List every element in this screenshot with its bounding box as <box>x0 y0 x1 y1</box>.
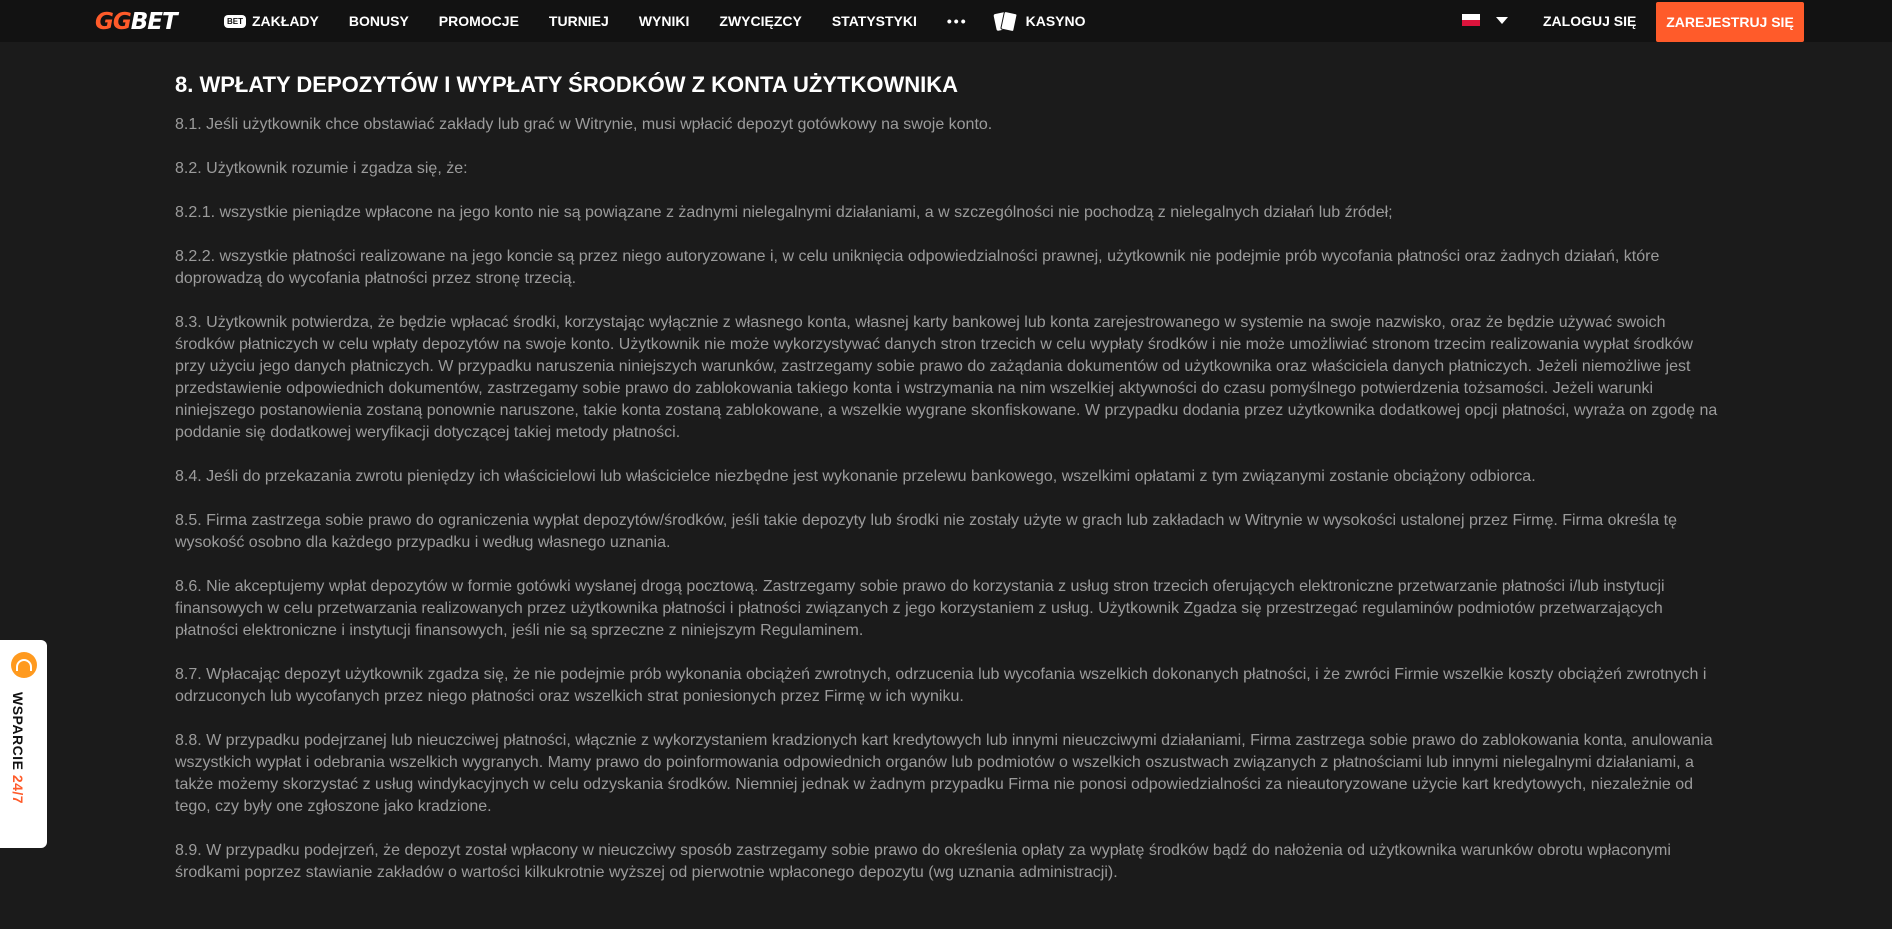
nav-item-statystyki[interactable] <box>832 13 917 29</box>
nav-item-label: BONUSY <box>348 13 409 29</box>
nav-item-label: ZAKŁADY <box>252 13 319 29</box>
poland-flag-icon <box>1462 14 1480 26</box>
paragraph-8-3: 8.3. Użytkownik potwierdza, że będzie wpłacać środki, korzystając wyłącznie z własnego konta, własnej karty bankowej lub konta zarejestrowanego w systemie na swoje nazwisko, oraz że będzie używać swoich środków płatniczych w celu wpłaty depozytów na swoje konto. Użytkownik nie może wykorzystywać danych stron trzecich w celu wypłaty środków i nie może umożliwiać stronom trzecim realizowania wypłat środków przy użyciu jego danych płatniczych. W przypadku naruszenia niniejszych warunków, zastrzegamy sobie prawo do zażądania dokumentów od użytkownika oraz właściciela danych płatniczych. Jeżeli niemożliwe jest przedstawienie odpowiednich dokumentów, zastrzegamy sobie prawo do zablokowania takiego konta i wstrzymania na nim wszelkiej aktywności do czasu pomyślnego potwierdzenia tożsamości. Jeżeli warunki niniejszego postanowienia zostaną ponownie naruszone, takie konta zostaną zablokowane, a wszelkie wygrane skonfiskowane. W przypadku dodania przez użytkownika dodatkowej opcji płatności, wyraża on zgodę na poddanie się dodatkowej weryfikacji dotyczącej takiej metody płatności. <box>175 314 1718 441</box>
bet-badge-icon: BET <box>224 15 246 28</box>
support-label-text: WSPARCIE <box>10 692 26 771</box>
paragraph-8-2: 8.2. Użytkownik rozumie i zgadza się, że: <box>175 160 468 177</box>
paragraph-8-1: 8.1. Jeśli użytkownik chce obstawiać zakłady lub grać w Witrynie, musi wpłacić depozyt gotówkowy na swoje konto. <box>175 116 993 133</box>
support-label <box>10 692 26 804</box>
paragraph-8-4: 8.4. Jeśli do przekazania zwrotu pieniędzy ich właścicielowi lub właścicielce niezbędne jest wykonanie przelewu bankowego, wszelkimi opłatami z tym związanymi zostanie obciążony odbiorca. <box>175 468 1536 485</box>
logo-text-main: GG <box>95 9 131 35</box>
paragraph-8-2-1: 8.2.1. wszystkie pieniądze wpłacone na jego konto nie są powiązane z żadnymi nielegalnymi działaniami, a w szczególności nie pochodzą z nielegalnych działań lub źródeł; <box>175 204 1393 221</box>
login-button[interactable]: ZALOGUJ SIĘ <box>1543 13 1637 29</box>
nav-item-label: ZWYCIĘZCY <box>719 13 802 29</box>
nav-item-label: STATYSTYKI <box>831 13 917 29</box>
nav-item-bonusy[interactable] <box>349 13 409 29</box>
support-widget-button[interactable] <box>0 640 47 848</box>
main-nav <box>224 0 1116 42</box>
register-button[interactable]: ZAREJESTRUJ SIĘ <box>1656 2 1804 42</box>
nav-item-turniej[interactable] <box>549 13 609 29</box>
paragraph-8-6: 8.6. Nie akceptujemy wpłat depozytów w formie gotówki wysłanej drogą pocztową. Zastrzegamy sobie prawo do korzystania z usług stron trzecich oferujących elektroniczne przetwarzanie płatności i/lub instytucji finansowych w celu przetwarzania realizowanych przez użytkownika płatności i płatności związanych z jego korzystaniem z usług. Użytkownik Zgadza się przestrzegać regulaminów podmiotów przetwarzających płatności elektroniczne i instytucji finansowych, jeśli nie są sprzeczne z niniejszym Regulaminem. <box>175 578 1665 639</box>
chevron-down-icon <box>1496 17 1508 24</box>
nav-item-zaklady[interactable] <box>224 13 319 29</box>
playing-cards-icon <box>994 10 1016 32</box>
nav-item-label: WYNIKI <box>638 13 690 29</box>
support-label-accent: 24/7 <box>10 774 26 805</box>
nav-item-label: KASYNO <box>1025 13 1086 29</box>
language-selector[interactable] <box>1462 14 1508 26</box>
top-navigation-bar <box>0 0 1892 42</box>
paragraph-8-7: 8.7. Wpłacając depozyt użytkownik zgadza się, że nie podejmie prób wykonania obciążeń zwrotnych, odrzucenia lub wycofania wszelkich dokonanych płatności, i że zwróci Firmie wszelkie koszty obciążeń zwrotnych i odrzuconych lub wycofanych przez niego płatności oraz wszelkich strat poniesionych przez Firmę w ich wyniku. <box>175 666 1707 705</box>
section-heading: 8. WPŁATY DEPOZYTÓW I WYPŁATY ŚRODKÓW Z KONTA UŻYTKOWNIKA <box>175 72 959 97</box>
more-menu-icon[interactable]: ••• <box>946 13 968 29</box>
logo-text-accent: BET <box>130 9 177 35</box>
paragraph-8-8: 8.8. W przypadku podejrzanej lub nieuczciwej płatności, włącznie z wykorzystaniem kradzionych kart kredytowych lub innymi nieuczciwymi działaniami, Firma zastrzega sobie prawo do zablokowania konta, anulowania wszystkich wypłat i odebrania wszelkich wygranych. Mamy prawo do poinformowania odpowiednich organów lub podmiotów o wszelkich oszustwach związanych z płatnościami lub innymi nielegalnymi działaniami, a także możemy skorzystać z usług windykacyjnych w celu odzyskania środków. Niemniej jednak w żadnym przypadku Firma nie ponosi odpowiedzialności za nieautoryzowane użycie kart kredytowych, niezależnie od tego, czy były one zgłoszone jako kradzione. <box>175 732 1713 815</box>
paragraph-8-5: 8.5. Firma zastrzega sobie prawo do ograniczenia wypłat depozytów/środków, jeśli takie depozyty lub środki nie zostały użyte w grach lub zakładach w Witrynie w wysokości ustalonej przez Firmę. Firma określa tę wysokość osobno dla każdego przypadku i według własnego uznania. <box>175 512 1677 551</box>
headset-icon <box>11 652 37 678</box>
paragraph-8-2-2: 8.2.2. wszystkie płatności realizowane na jego koncie są przez niego autoryzowane i, w celu uniknięcia odpowiedzialności prawnej, użytkownik nie podejmie prób wycofania płatności oraz żadnych działań, które doprowadzą do wycofania płatności przez stronę trzecią. <box>175 248 1660 287</box>
nav-item-wyniki[interactable] <box>639 13 690 29</box>
nav-item-promocje[interactable] <box>439 13 519 29</box>
nav-item-zwyciezcy[interactable] <box>719 13 801 29</box>
terms-content <box>175 58 1720 884</box>
ggbet-logo[interactable] <box>95 9 177 35</box>
paragraph-8-9: 8.9. W przypadku podejrzeń, że depozyt został wpłacony w nieuczciwy sposób zastrzegamy sobie prawo do określenia opłaty za wypłatę środków bądź do nałożenia od użytkownika warunków obrotu wpłaconymi środkami poprzez stawianie zakładów o wartości kilkukrotnie wyższej od pierwotnie wpłaconego depozytu (wg uznania administracji). <box>175 842 1671 881</box>
nav-item-kasyno[interactable] <box>994 10 1086 32</box>
nav-item-label: PROMOCJE <box>438 13 519 29</box>
nav-item-label: TURNIEJ <box>548 13 609 29</box>
